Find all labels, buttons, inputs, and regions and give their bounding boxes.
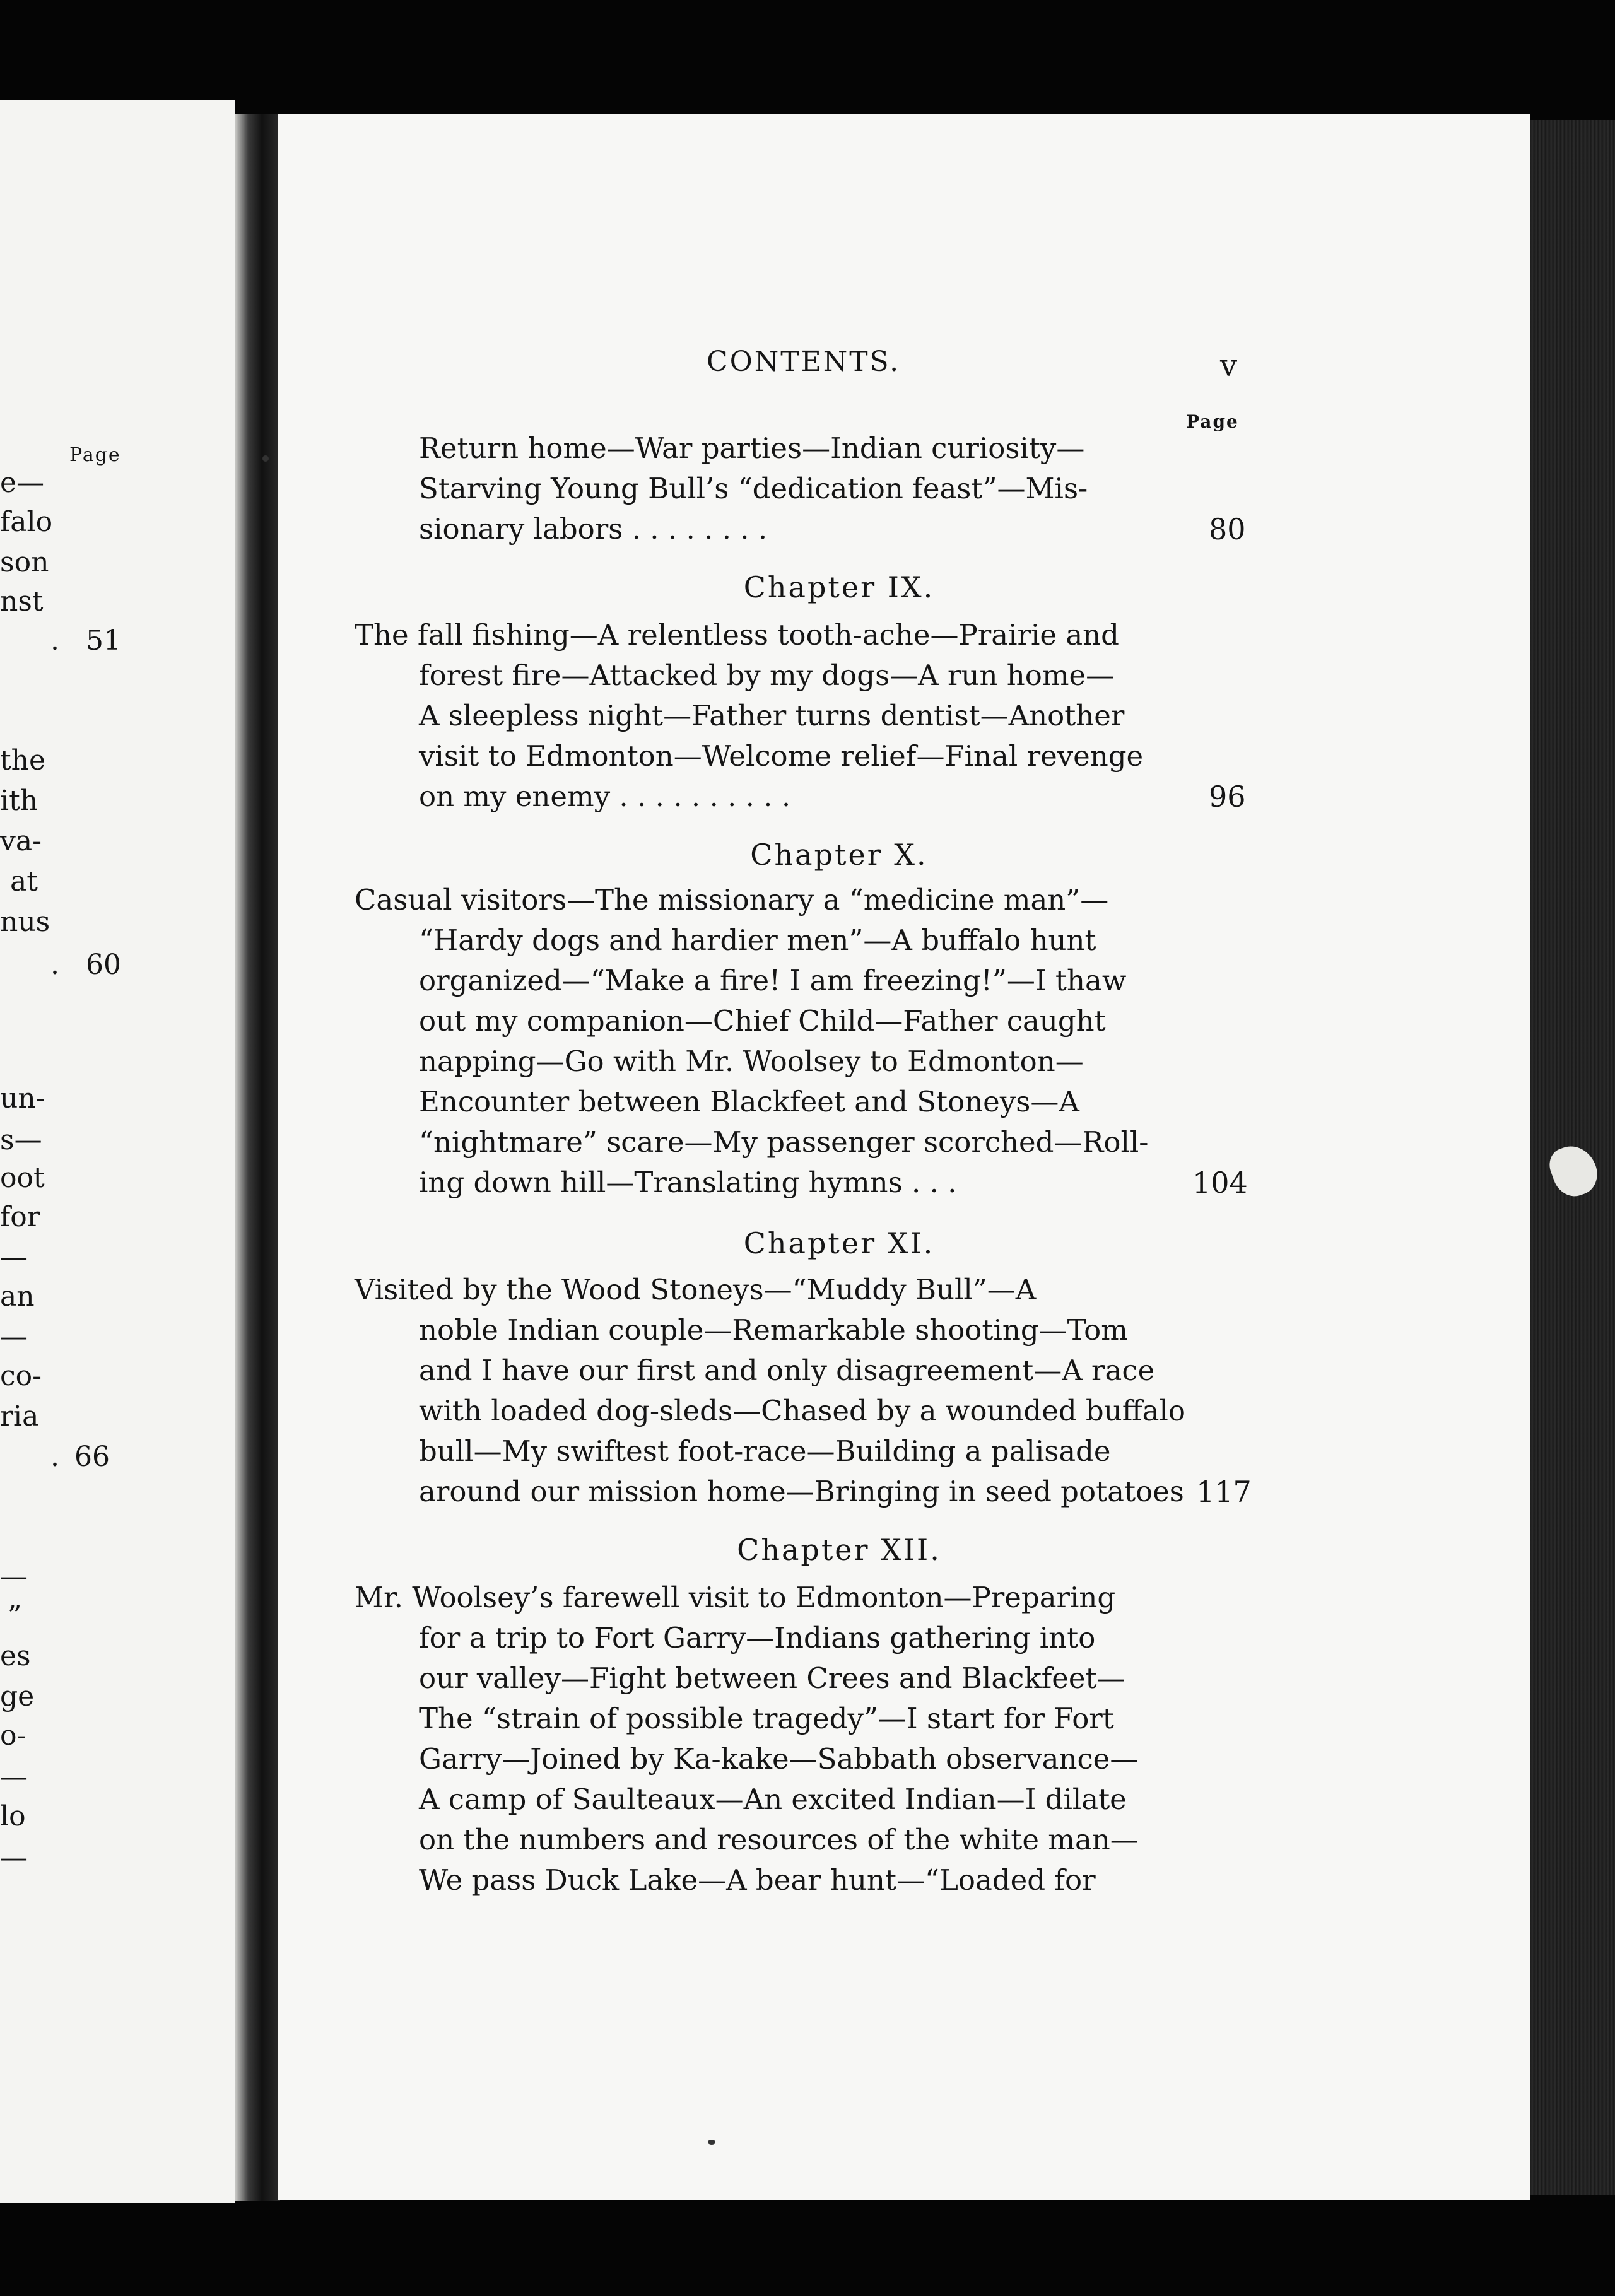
left-fragment: .	[50, 624, 59, 657]
toc-page-number: 80	[1209, 512, 1246, 546]
toc-line: sionary labors . . . . . . . .	[419, 512, 768, 546]
toc-line: our valley—Fight between Crees and Blackfeet—	[419, 1661, 1125, 1695]
toc-line: with loaded dog-sleds—Chased by a wounded buffalo	[419, 1394, 1185, 1427]
toc-line: The “strain of possible tragedy”—I start for Fort	[419, 1702, 1114, 1735]
left-fragment: nst	[0, 585, 44, 618]
left-page-number: 51	[86, 624, 121, 657]
toc-line: out my companion—Chief Child—Father caught	[419, 1004, 1106, 1038]
left-fragment: lo	[0, 1800, 26, 1832]
toc-line: Garry—Joined by Ka-kake—Sabbath observance—	[419, 1742, 1139, 1776]
left-fragment: .	[50, 949, 59, 981]
left-fragment: un-	[0, 1082, 45, 1115]
toc-line: on the numbers and resources of the white man—	[419, 1823, 1139, 1856]
toc-line: forest fire—Attacked by my dogs—A run home—	[419, 659, 1115, 692]
left-fragment: the	[0, 744, 46, 776]
toc-page-number: 104	[1192, 1166, 1248, 1200]
toc-line: Encounter between Blackfeet and Stoneys—A	[419, 1085, 1079, 1118]
left-fragment: —	[0, 1761, 28, 1793]
toc-line: Visited by the Wood Stoneys—“Muddy Bull”—A	[355, 1273, 1037, 1306]
toc-line: and I have our first and only disagreement—A race	[419, 1354, 1155, 1387]
chapter-heading: Chapter X.	[750, 838, 928, 872]
toc-line: “nightmare” scare—My passenger scorched—Roll-	[419, 1125, 1149, 1159]
left-fragment: ”	[8, 1600, 22, 1632]
toc-line: organized—“Make a fire! I am freezing!”—I thaw	[419, 964, 1127, 997]
left-fragment: an	[0, 1280, 35, 1313]
left-fragment: —	[0, 1321, 28, 1353]
toc-line: ing down hill—Translating hymns . . .	[419, 1166, 957, 1199]
left-page-number: 66	[74, 1441, 110, 1473]
left-fragment: s—	[0, 1124, 42, 1156]
left-fragment: o-	[0, 1719, 26, 1752]
toc-line: Return home—War parties—Indian curiosity—	[419, 431, 1085, 465]
toc-line: on my enemy . . . . . . . . . .	[419, 780, 791, 813]
chapter-heading: Chapter XII.	[737, 1533, 941, 1567]
left-fragment: —	[0, 1561, 28, 1593]
toc-line: bull—My swiftest foot-race—Building a palisade	[419, 1434, 1111, 1468]
toc-line: The fall fishing—A relentless tooth-ache—Prairie and	[355, 618, 1119, 652]
left-fragment: —	[0, 1842, 28, 1874]
left-fragment: ge	[0, 1680, 35, 1713]
left-fragment: ith	[0, 785, 38, 817]
scan-speck	[262, 455, 269, 462]
toc-line: A sleepless night—Father turns dentist—Another	[419, 699, 1125, 732]
toc-page-number: 96	[1209, 780, 1246, 814]
left-page-number: 60	[86, 949, 121, 981]
left-fragment: falo	[0, 506, 53, 538]
toc-line: for a trip to Fort Garry—Indians gathering into	[419, 1621, 1096, 1655]
left-fragment: es	[0, 1640, 31, 1672]
toc-line: napping—Go with Mr. Woolsey to Edmonton—	[419, 1045, 1084, 1078]
toc-page-number: 117	[1196, 1475, 1252, 1509]
left-fragment: co-	[0, 1360, 42, 1392]
left-fragment: oot	[0, 1162, 45, 1194]
toc-line: around our mission home—Bringing in seed potatoes	[419, 1475, 1184, 1508]
chapter-heading: Chapter IX.	[743, 570, 935, 604]
book-gutter	[235, 114, 280, 2201]
chapter-heading: Chapter XI.	[743, 1226, 935, 1260]
running-head: CONTENTS.	[707, 346, 901, 378]
left-fragment: e—	[0, 467, 45, 499]
toc-line: Mr. Woolsey’s farewell visit to Edmonton—Preparing	[355, 1581, 1116, 1614]
left-page-label: Page	[69, 444, 121, 466]
left-fragment: ria	[0, 1400, 39, 1432]
toc-line: Starving Young Bull’s “dedication feast”—Mis-	[419, 472, 1088, 505]
left-fragment: nus	[0, 906, 50, 938]
toc-line: A camp of Saulteaux—An excited Indian—I dilate	[419, 1783, 1127, 1816]
left-fragment: son	[0, 546, 49, 578]
left-fragment: —	[0, 1241, 28, 1274]
scan-speck	[708, 2140, 715, 2145]
toc-line: Casual visitors—The missionary a “medicine man”—	[355, 883, 1109, 917]
left-fragment: for	[0, 1201, 40, 1233]
toc-line: noble Indian couple—Remarkable shooting—Tom	[419, 1313, 1128, 1347]
left-fragment: .	[50, 1441, 59, 1473]
left-fragment: at	[10, 865, 38, 898]
toc-line: We pass Duck Lake—A bear hunt—“Loaded for	[419, 1863, 1096, 1897]
page-column-label: Page	[1186, 411, 1239, 432]
page-folio: v	[1220, 348, 1238, 384]
left-fragment: va-	[0, 825, 42, 857]
toc-line: “Hardy dogs and hardier men”—A buffalo hunt	[419, 923, 1096, 957]
toc-line: visit to Edmonton—Welcome relief—Final revenge	[419, 739, 1144, 773]
